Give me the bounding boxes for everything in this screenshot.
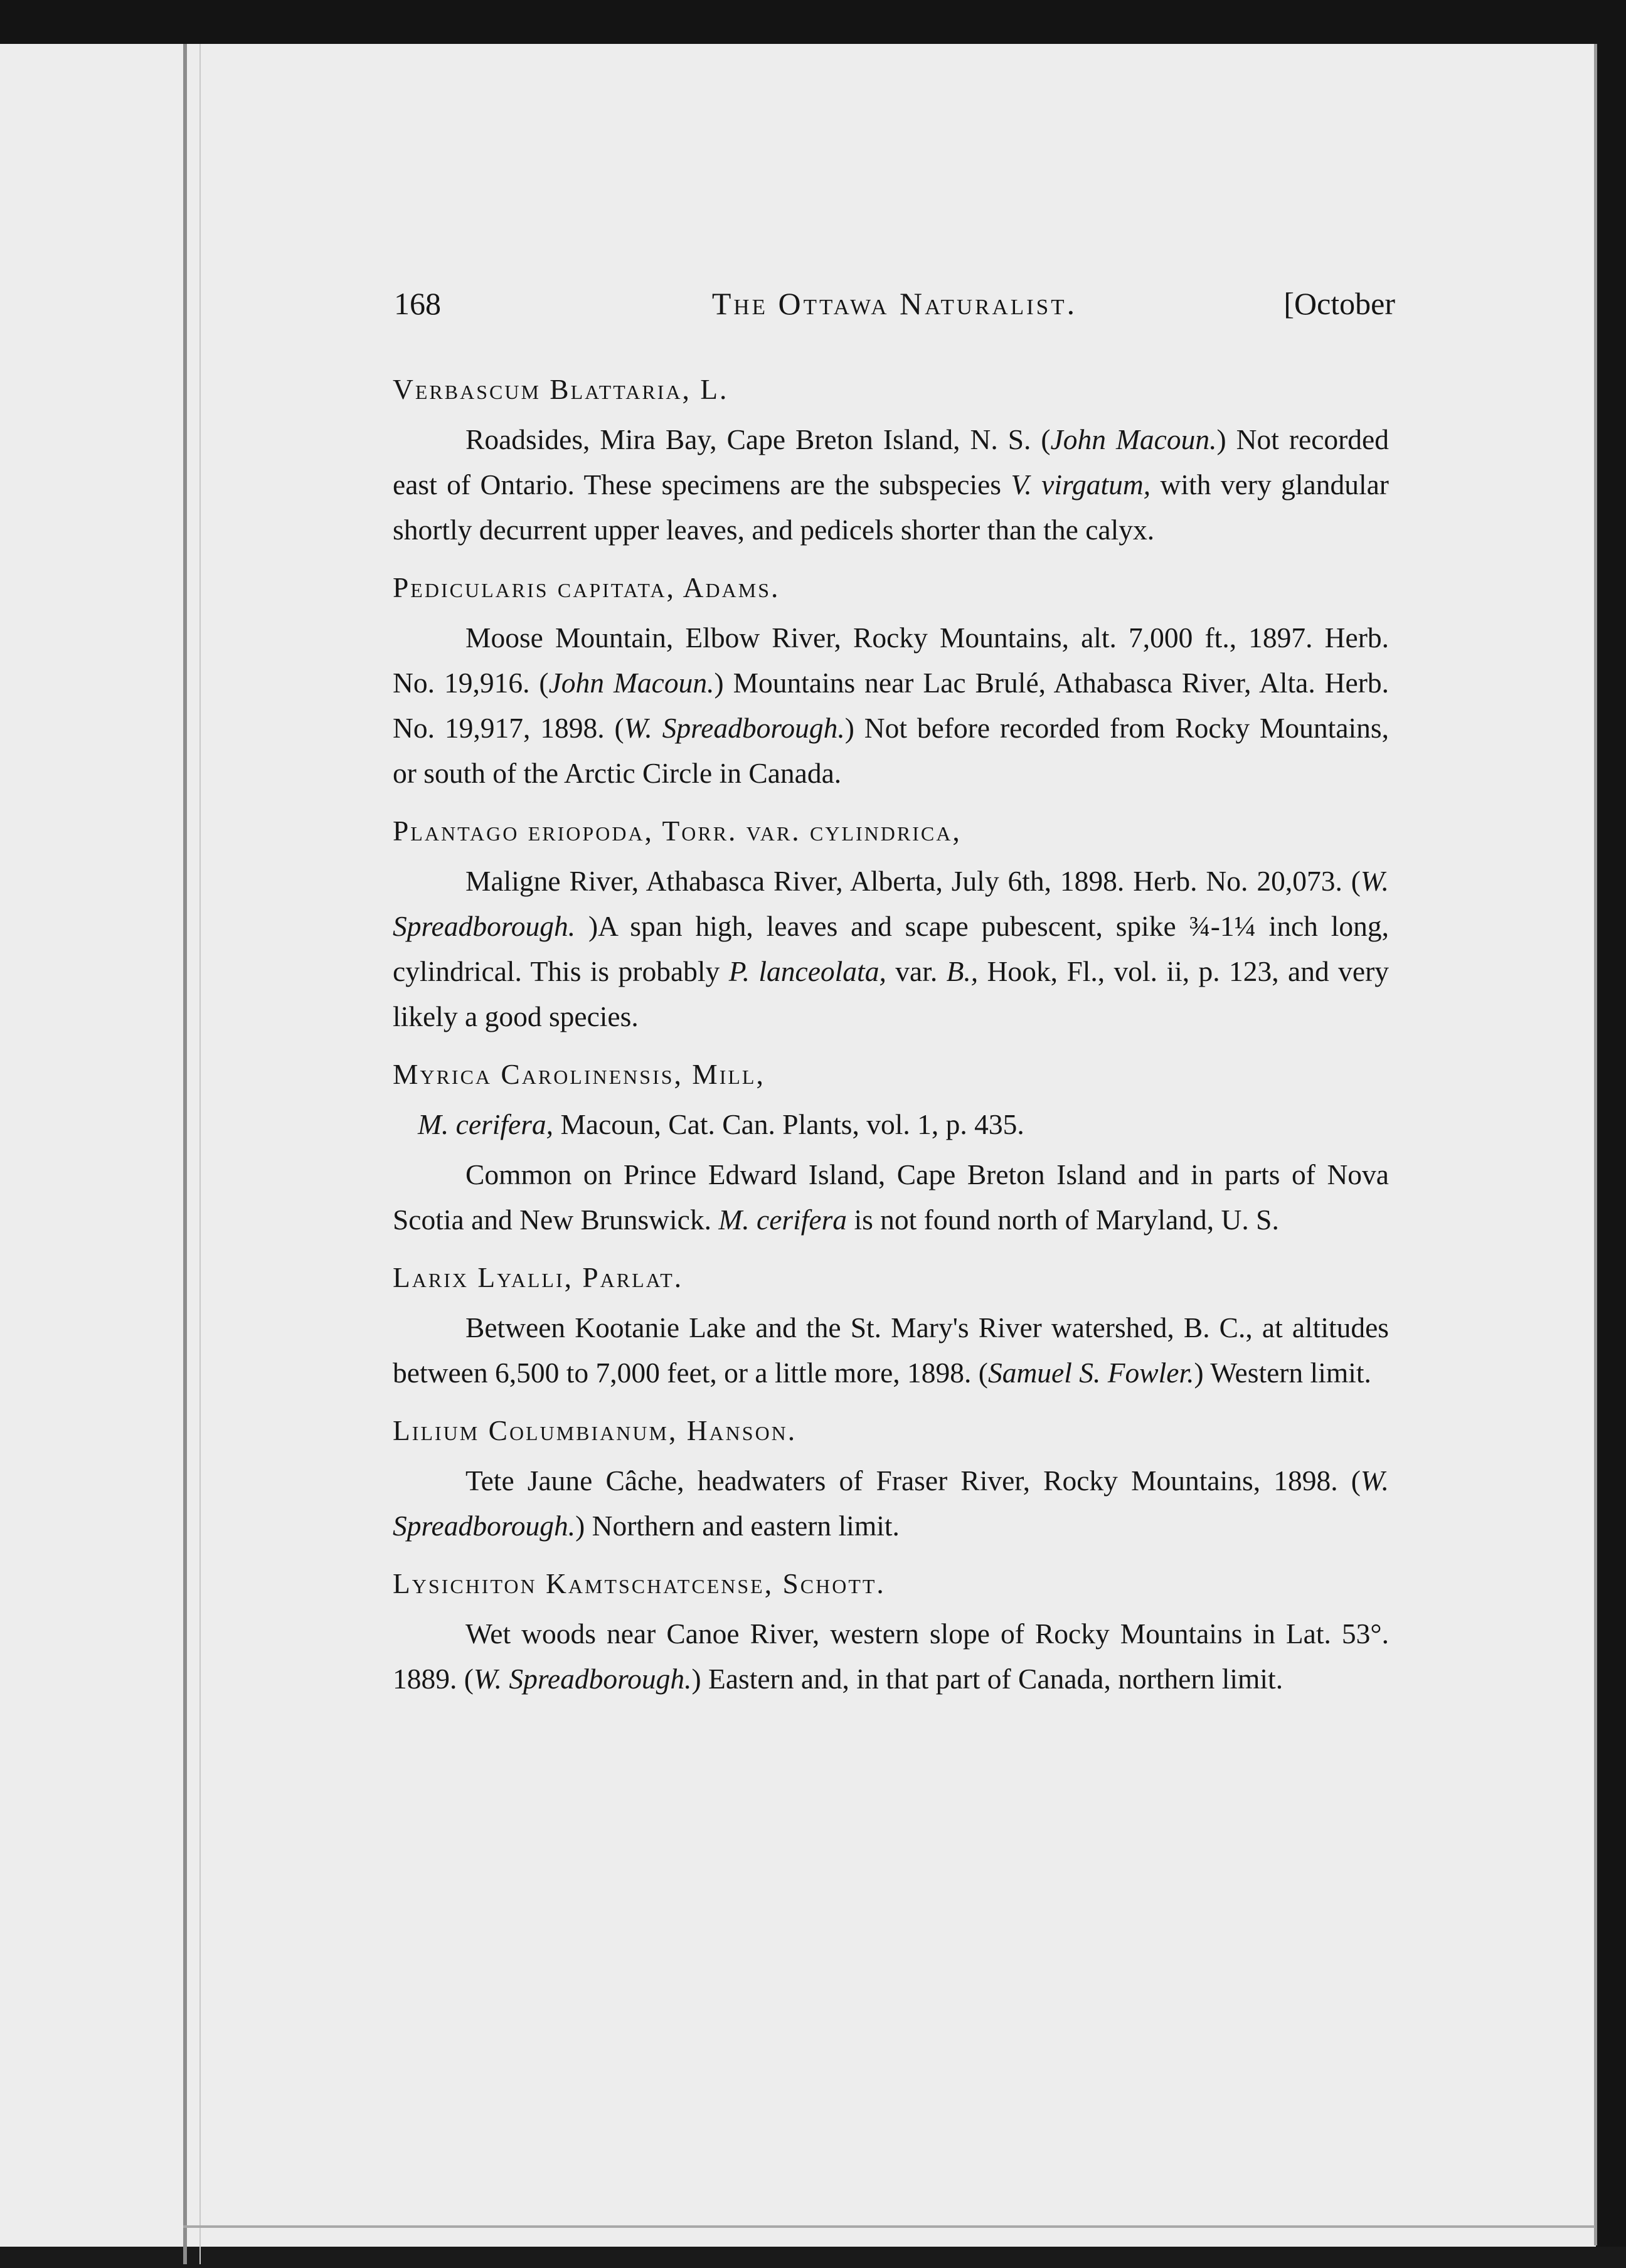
text-run: ) Mountains near Lac Brulé, Athabasca River, Alta. Herb. No. 19,917, 1898. ( — [393, 667, 1390, 744]
italic-text: M. cerifera, — [418, 1108, 554, 1140]
text-run: ) Not recorded east of Ontario. These specimens are the subspecies — [393, 423, 1389, 501]
text-run: ) Northern and eastern limit. — [575, 1510, 900, 1542]
species-description — [393, 1611, 1389, 1702]
species-heading: Lilium Columbianum, Hanson. — [393, 1414, 797, 1446]
species-description — [393, 859, 1389, 1039]
species-heading: Verbascum Blattaria, L. — [393, 373, 729, 405]
italic-text: Samuel S. Fowler. — [987, 1357, 1194, 1389]
italic-text: John Macoun. — [1050, 423, 1217, 455]
italic-text: M. cerifera — [718, 1204, 848, 1236]
text-run: ) Not before recorded from Rocky Mountains, or south of the Arctic Circle in Canada. — [393, 712, 1389, 789]
italic-text: W. Spreadborough. — [624, 712, 845, 744]
text-run: Common on Prince Edward Island, Cape Breton Island and in parts of Nova Scotia and New Brunswick. — [393, 1158, 1389, 1236]
text-run: var. — [886, 955, 947, 987]
italic-text: W. Spreadborough. — [393, 1465, 1389, 1542]
species-description — [393, 615, 1389, 796]
scan-border-bottom — [0, 2247, 1626, 2268]
text-run: Roadsides, Mira Bay, Cape Breton Island, N. S. ( — [465, 423, 1051, 455]
issue-month: [October — [1283, 286, 1395, 321]
species-heading: Larix Lyalli, Parlat. — [393, 1261, 684, 1293]
text-run: ) Western limit. — [1194, 1357, 1371, 1389]
text-run: Hook, Fl., vol. ii, p. 123, and very likely a good species. — [393, 955, 1389, 1032]
italic-text: B., — [946, 955, 979, 987]
page-binding-edge — [183, 44, 187, 2264]
text-run: Between Kootanie Lake and the St. Mary's River watershed, B. C., at altitudes between 6,500 to 7,000 feet, or a little more, 1898. ( — [393, 1312, 1389, 1389]
text-run: Macoun, Cat. Can. Plants, vol. 1, p. 435. — [553, 1108, 1024, 1140]
species-heading: Lysichiton Kamtschatcense, Schott. — [393, 1567, 886, 1599]
article-body — [393, 367, 1389, 1702]
text-run: ) Eastern and, in that part of Canada, northern limit. — [691, 1663, 1283, 1695]
text-run: Tete Jaune Câche, headwaters of Fraser River, Rocky Mountains, 1898. ( — [465, 1465, 1361, 1497]
species-description — [393, 1152, 1389, 1243]
italic-text: V. virgatum, — [1011, 469, 1151, 501]
running-title: The Ottawa Naturalist. — [711, 286, 1078, 321]
scan-border-right — [1596, 0, 1626, 2268]
text-run: Wet woods near Canoe River, western slope of Rocky Mountains in Lat. 53°. 1889. ( — [393, 1618, 1389, 1695]
species-description — [393, 1305, 1389, 1396]
italic-text: W. Spreadborough. — [473, 1663, 692, 1695]
species-heading: Plantago eriopoda, Torr. var. cylindrica, — [393, 815, 962, 847]
text-run: Moose Mountain, Elbow River, Rocky Mountains, alt. 7,000 ft., 1897. Herb. No. 19,916. ( — [393, 622, 1389, 699]
text-run: Maligne River, Athabasca River, Alberta, July 6th, 1898. Herb. No. 20,073. ( — [465, 865, 1361, 897]
italic-text: W. Spreadborough. — [393, 865, 1389, 942]
text-run: with very glandular shortly decurrent upper leaves, and pedicels shorter than the calyx. — [393, 469, 1389, 546]
page-binding-shadow — [199, 44, 201, 2264]
page-bottom-edge — [183, 2225, 1595, 2228]
scan-border-top — [0, 0, 1626, 44]
species-description — [393, 417, 1389, 553]
synonym-line — [393, 1102, 1389, 1147]
page-number: 168 — [394, 286, 441, 321]
species-description — [393, 1458, 1389, 1549]
italic-text: P. lanceolata, — [728, 955, 886, 987]
page-right-edge — [1594, 44, 1597, 2245]
text-run: )A span high, leaves and scape pubescent, spike ¾-1¼ inch long, cylindrical. This is probably — [393, 910, 1389, 987]
text-run: is not found north of Maryland, U. S. — [847, 1204, 1279, 1236]
species-heading: Pedicularis capitata, Adams. — [393, 571, 780, 603]
species-heading: Myrica Carolinensis, Mill, — [393, 1058, 765, 1090]
italic-text: John Macoun. — [548, 667, 715, 699]
page-header — [394, 285, 1395, 342]
